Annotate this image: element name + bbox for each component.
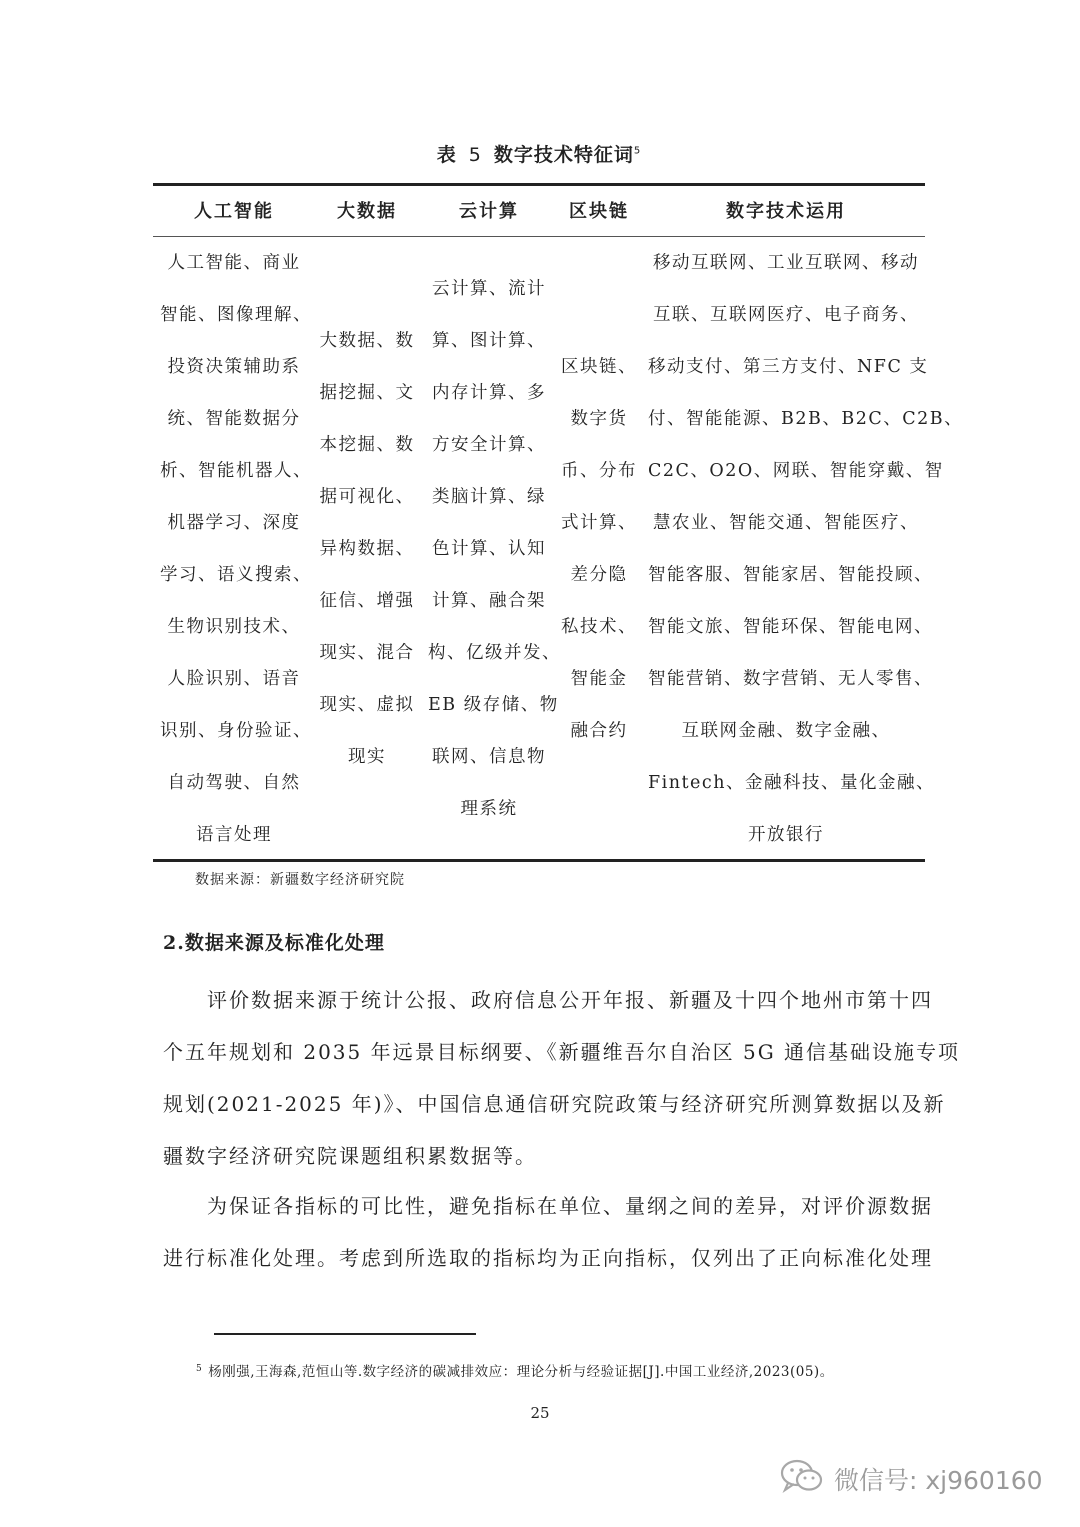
table-cell-line: 构、亿级并发、 (428, 643, 561, 663)
paragraph-line: 疆数字经济研究院课题组积累数据等。 (163, 1144, 537, 1168)
table-cell-line: 付、智能能源、B2B、B2C、C2B、 (648, 409, 964, 429)
table-top-rule (153, 183, 925, 186)
table-cell-line: 统、智能数据分 (167, 409, 301, 429)
column-ai (160, 237, 312, 861)
column-big-data (318, 315, 416, 783)
table-cell-line: 慧农业、智能交通、智能医疗、 (653, 513, 919, 533)
table-cell-line: 人工智能、商业 (167, 253, 301, 273)
header-ai: 人工智能 (194, 201, 274, 222)
table-cell-line: 人脸识别、语音 (167, 669, 301, 689)
paragraph-line: 评价数据来源于统计公报、政府信息公开年报、新疆及十四个地州市第十四 (207, 988, 933, 1012)
table-cell-line: 智能、图像理解、 (160, 305, 312, 325)
wechat-icon (780, 1458, 824, 1500)
table-cell-line: 式计算、 (561, 513, 637, 533)
table-cell-line: 现实 (348, 747, 386, 767)
table-cell-line: 移动支付、第三方支付、NFC 支 (648, 357, 929, 377)
table-cell-line: 大数据、数 (319, 331, 415, 351)
table-cell-line: 语言处理 (196, 825, 272, 845)
table-cell-line: 智能文旅、智能环保、智能电网、 (648, 617, 933, 637)
table-cell-line: 联网、信息物 (432, 747, 546, 767)
table-source: 数据来源：新疆数字经济研究院 (195, 872, 405, 888)
table-cell-line: 投资决策辅助系 (167, 357, 301, 377)
table-cell-line: 据可视化、 (319, 487, 415, 507)
table-cell-line: 内存计算、多 (432, 383, 546, 403)
column-cloud (428, 263, 561, 835)
table-cell-line: 学习、语义搜索、 (160, 565, 312, 585)
table-cell-line: Fintech、金融科技、量化金融、 (648, 773, 935, 793)
table-cell-line: 币、分布 (561, 461, 637, 481)
caption-title: 数字技术特征词 (493, 144, 634, 166)
table-cell-line: 方安全计算、 (432, 435, 546, 455)
caption-footnote-ref: 5 (633, 145, 642, 157)
table-cell-line: 据挖掘、文 (319, 383, 415, 403)
paragraph-line: 个五年规划和 2035 年远景目标纲要、《新疆维吾尔自治区 5G 通信基础设施专项 (163, 1040, 961, 1064)
table-cell-line: 数字货 (570, 409, 628, 429)
table-cell-line: 异构数据、 (319, 539, 415, 559)
footnote (196, 1360, 834, 1380)
table-cell-line: 征信、增强 (319, 591, 415, 611)
table-cell-line: 自动驾驶、自然 (167, 773, 301, 793)
table-cell-line: 移动互联网、工业互联网、移动 (653, 253, 919, 273)
table-cell-line: 区块链、 (561, 357, 637, 377)
footnote-rule (214, 1333, 476, 1335)
caption-prefix: 表 (436, 144, 457, 166)
table-cell-line: 互联网金融、数字金融、 (681, 721, 891, 741)
table-cell-line: 云计算、流计 (432, 279, 546, 299)
table-cell-line: 差分隐 (570, 565, 628, 585)
table-cell-line: 融合约 (570, 721, 628, 741)
table-cell-line: 智能金 (570, 669, 628, 689)
table-cell-line: 现实、虚拟 (319, 695, 415, 715)
table-cell-line: EB 级存储、物 (428, 695, 559, 715)
table-cell-line: 计算、融合架 (432, 591, 546, 611)
paragraph-standardization (163, 1180, 933, 1284)
table-cell-line: 生物识别技术、 (167, 617, 301, 637)
table-cell-line: 开放银行 (748, 825, 824, 845)
header-blockchain: 区块链 (569, 201, 629, 222)
table-cell-line: C2C、O2O、网联、智能穿戴、智 (648, 461, 944, 481)
table-cell-line: 机器学习、深度 (167, 513, 301, 533)
table-cell-line: 智能客服、智能家居、智能投顾、 (648, 565, 933, 585)
table-cell-line: 现实、混合 (319, 643, 415, 663)
table-cell-line: 算、图计算、 (432, 331, 546, 351)
table-cell-line: 理系统 (460, 799, 518, 819)
watermark (780, 1458, 1043, 1500)
footnote-marker: 5 (196, 1363, 203, 1374)
table-cell-line: 色计算、认知 (432, 539, 546, 559)
header-digital-application: 数字技术运用 (726, 201, 846, 222)
paragraph-line: 为保证各指标的可比性，避免指标在单位、量纲之间的差异，对评价源数据 (207, 1194, 933, 1218)
header-big-data: 大数据 (337, 201, 397, 222)
column-blockchain (560, 341, 638, 757)
page-number: 25 (530, 1404, 550, 1422)
header-cloud: 云计算 (459, 201, 519, 222)
table-cell-line: 智能营销、数字营销、无人零售、 (648, 669, 933, 689)
table-caption (153, 140, 925, 167)
section-title: 2.数据来源及标准化处理 (163, 932, 385, 954)
paragraph-line: 进行标准化处理。考虑到所选取的指标均为正向指标，仅列出了正向标准化处理 (163, 1246, 933, 1270)
table-cell-line: 析、智能机器人、 (160, 461, 312, 481)
footnote-text: 杨刚强,王海森,范恒山等.数字经济的碳减排效应：理论分析与经验证据[J].中国工业经济,2023(05)。 (208, 1364, 834, 1380)
paragraph-data-sources (163, 974, 961, 1182)
table-cell-line: 识别、身份验证、 (160, 721, 312, 741)
table-cell-line: 私技术、 (561, 617, 637, 637)
watermark-text: 微信号: xj960160 (834, 1466, 1043, 1495)
table-cell-line: 类脑计算、绿 (432, 487, 546, 507)
caption-number: 5 (468, 144, 482, 166)
table-cell-line: 互联、互联网医疗、电子商务、 (653, 305, 919, 325)
column-digital-application (648, 237, 964, 861)
paragraph-line: 规划(2021-2025 年)》、中国信息通信研究院政策与经济研究所测算数据以及新 (163, 1092, 946, 1116)
table-cell-line: 本挖掘、数 (319, 435, 415, 455)
